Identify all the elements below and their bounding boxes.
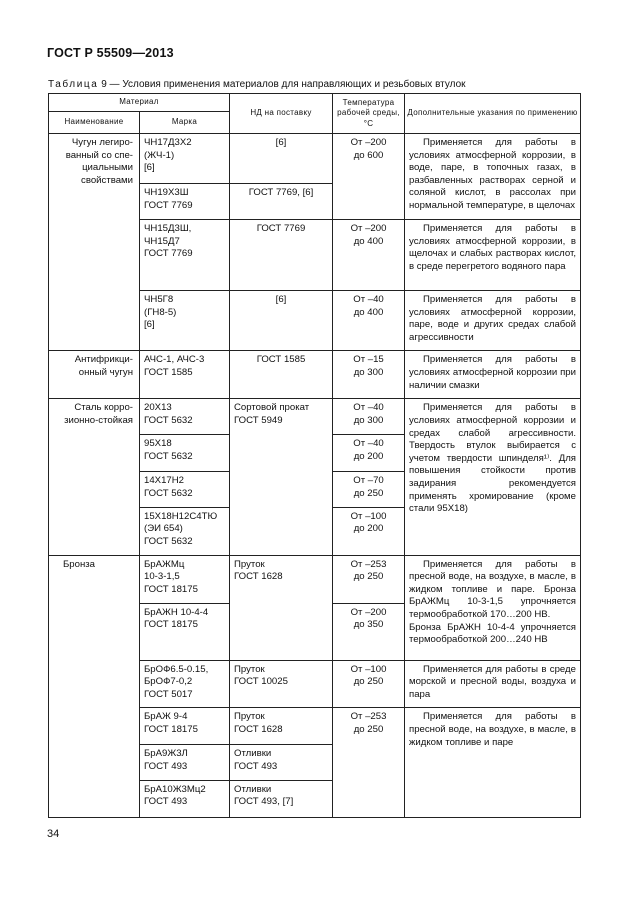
nd-cell: [6] [230, 291, 333, 351]
nd-cell: ГОСТ 1585 [230, 351, 333, 399]
page-number: 34 [47, 828, 60, 840]
header-material: Материал [49, 94, 230, 112]
temperature-cell: От –40 до 300 [333, 399, 405, 435]
note-cell: Применяется для работы в условиях атмосферной коррозии, паре, воде и других средах слабой агрессивности [405, 291, 581, 351]
temperature-cell: От –100 до 250 [333, 660, 405, 708]
table-row [49, 399, 581, 435]
grade-cell: 95Х18 ГОСТ 5632 [140, 435, 230, 472]
note-cell: Применяется для работы в пресной воде, на воздухе, в масле, в жидком топливе и паре [405, 708, 581, 817]
note-cell: Применяется для работы в условиях атмосферной коррозии и средах слабой агрессивности. Твердость втулок выбирается с учетом твердости шпинделя¹⁾. Для повышения стойкости против задирания рекомендуется применять хромирование (кроме стали 95Х18) [405, 399, 581, 555]
temperature-cell: От –100 до 200 [333, 507, 405, 555]
grade-cell: БрАЖМц 10-3-1,5 ГОСТ 18175 [140, 555, 230, 603]
nd-cell: Отливки ГОСТ 493 [230, 745, 333, 780]
nd-cell: Сортовой прокат ГОСТ 5949 [230, 399, 333, 555]
grade-cell: ЧН19Х3Ш ГОСТ 7769 [140, 184, 230, 220]
temperature-cell: От –15 до 300 [333, 351, 405, 399]
header-notes: Дополнительные указания по применению [405, 94, 581, 134]
material-name-cell: Антифрикци- онный чугун [49, 351, 140, 399]
table-row [49, 134, 581, 184]
note-cell: Применяется для работы в условиях атмосферной коррозии при наличии смазки [405, 351, 581, 399]
grade-cell: БрАЖН 10-4-4 ГОСТ 18175 [140, 603, 230, 660]
grade-cell: ЧН5Г8 (ГН8-5) [6] [140, 291, 230, 351]
grade-cell: БрОФ6.5-0.15, БрОФ7-0,2 ГОСТ 5017 [140, 660, 230, 708]
nd-cell: ГОСТ 7769, [6] [230, 184, 333, 220]
grade-cell: БрА9Ж3Л ГОСТ 493 [140, 745, 230, 780]
temperature-cell: От –200 до 400 [333, 220, 405, 291]
note-cell: Применяется для работы в условиях атмосферной коррозии, в щелочах и слабых растворах кислот, в среде перегретого водяного пара [405, 220, 581, 291]
grade-cell: 14Х17Н2 ГОСТ 5632 [140, 472, 230, 507]
nd-cell: ГОСТ 7769 [230, 220, 333, 291]
note-cell: Применяется для работы в условиях атмосферной коррозии, в воде, паре, в топочных газах, в разбавленных растворах серной и соляной кислот, в рассолах при нормальной температуре, в щелочах [405, 134, 581, 220]
nd-cell: Пруток ГОСТ 10025 [230, 660, 333, 708]
temperature-cell: От –253 до 250 [333, 708, 405, 817]
temperature-cell: От –40 до 200 [333, 435, 405, 472]
table-row [49, 555, 581, 603]
header-nd: НД на поставку [230, 94, 333, 134]
note-cell: Применяется для работы в пресной воде, на воздухе, в масле, в жидком топливе и паре. Бронза БрАЖМц 10-3-1,5 упрочняется термообработкой 170…200 НВ. Бронза БрАЖН 10-4-4 упрочняется термообработкой 200…240 НВ [405, 555, 581, 660]
header-grade: Марка [140, 112, 230, 134]
temperature-cell: От –200 до 600 [333, 134, 405, 220]
table-row [49, 351, 581, 399]
table-caption [48, 79, 466, 90]
temperature-cell: От –200 до 350 [333, 603, 405, 660]
temperature-cell: От –40 до 400 [333, 291, 405, 351]
temperature-cell: От –70 до 250 [333, 472, 405, 507]
grade-cell: АЧС-1, АЧС-3 ГОСТ 1585 [140, 351, 230, 399]
caption-text: — Условия применения материалов для направляющих и резьбовых втулок [109, 79, 466, 90]
material-name-cell: Сталь корро- зионно-стойкая [49, 399, 140, 555]
header-name: Наименование [49, 112, 140, 134]
caption-number: 9 [101, 79, 107, 90]
nd-cell: Отливки ГОСТ 493, [7] [230, 780, 333, 817]
grade-cell: ЧН17Д3Х2 (ЖЧ-1) [6] [140, 134, 230, 184]
materials-table [48, 93, 581, 818]
material-name-cell: Чугун легиро- ванный со спе- циальными свойствами [49, 134, 140, 351]
grade-cell: 15Х18Н12С4ТЮ (ЭИ 654) ГОСТ 5632 [140, 507, 230, 555]
nd-cell: Пруток ГОСТ 1628 [230, 555, 333, 660]
document-header: ГОСТ Р 55509—2013 [47, 46, 174, 60]
header-temperature: Температура рабочей среды, °С [333, 94, 405, 134]
caption-label: Таблица [48, 79, 99, 90]
grade-cell: БрАЖ 9-4 ГОСТ 18175 [140, 708, 230, 745]
material-name-cell: Бронза [49, 555, 140, 817]
nd-cell: Пруток ГОСТ 1628 [230, 708, 333, 745]
temperature-cell: От –253 до 250 [333, 555, 405, 603]
grade-cell: 20Х13 ГОСТ 5632 [140, 399, 230, 435]
grade-cell: ЧН15Д3Ш, ЧН15Д7 ГОСТ 7769 [140, 220, 230, 291]
grade-cell: БрА10Ж3Мц2 ГОСТ 493 [140, 780, 230, 817]
nd-cell: [6] [230, 134, 333, 184]
note-cell: Применяется для работы в среде морской и пресной воды, воздуха и пара [405, 660, 581, 708]
